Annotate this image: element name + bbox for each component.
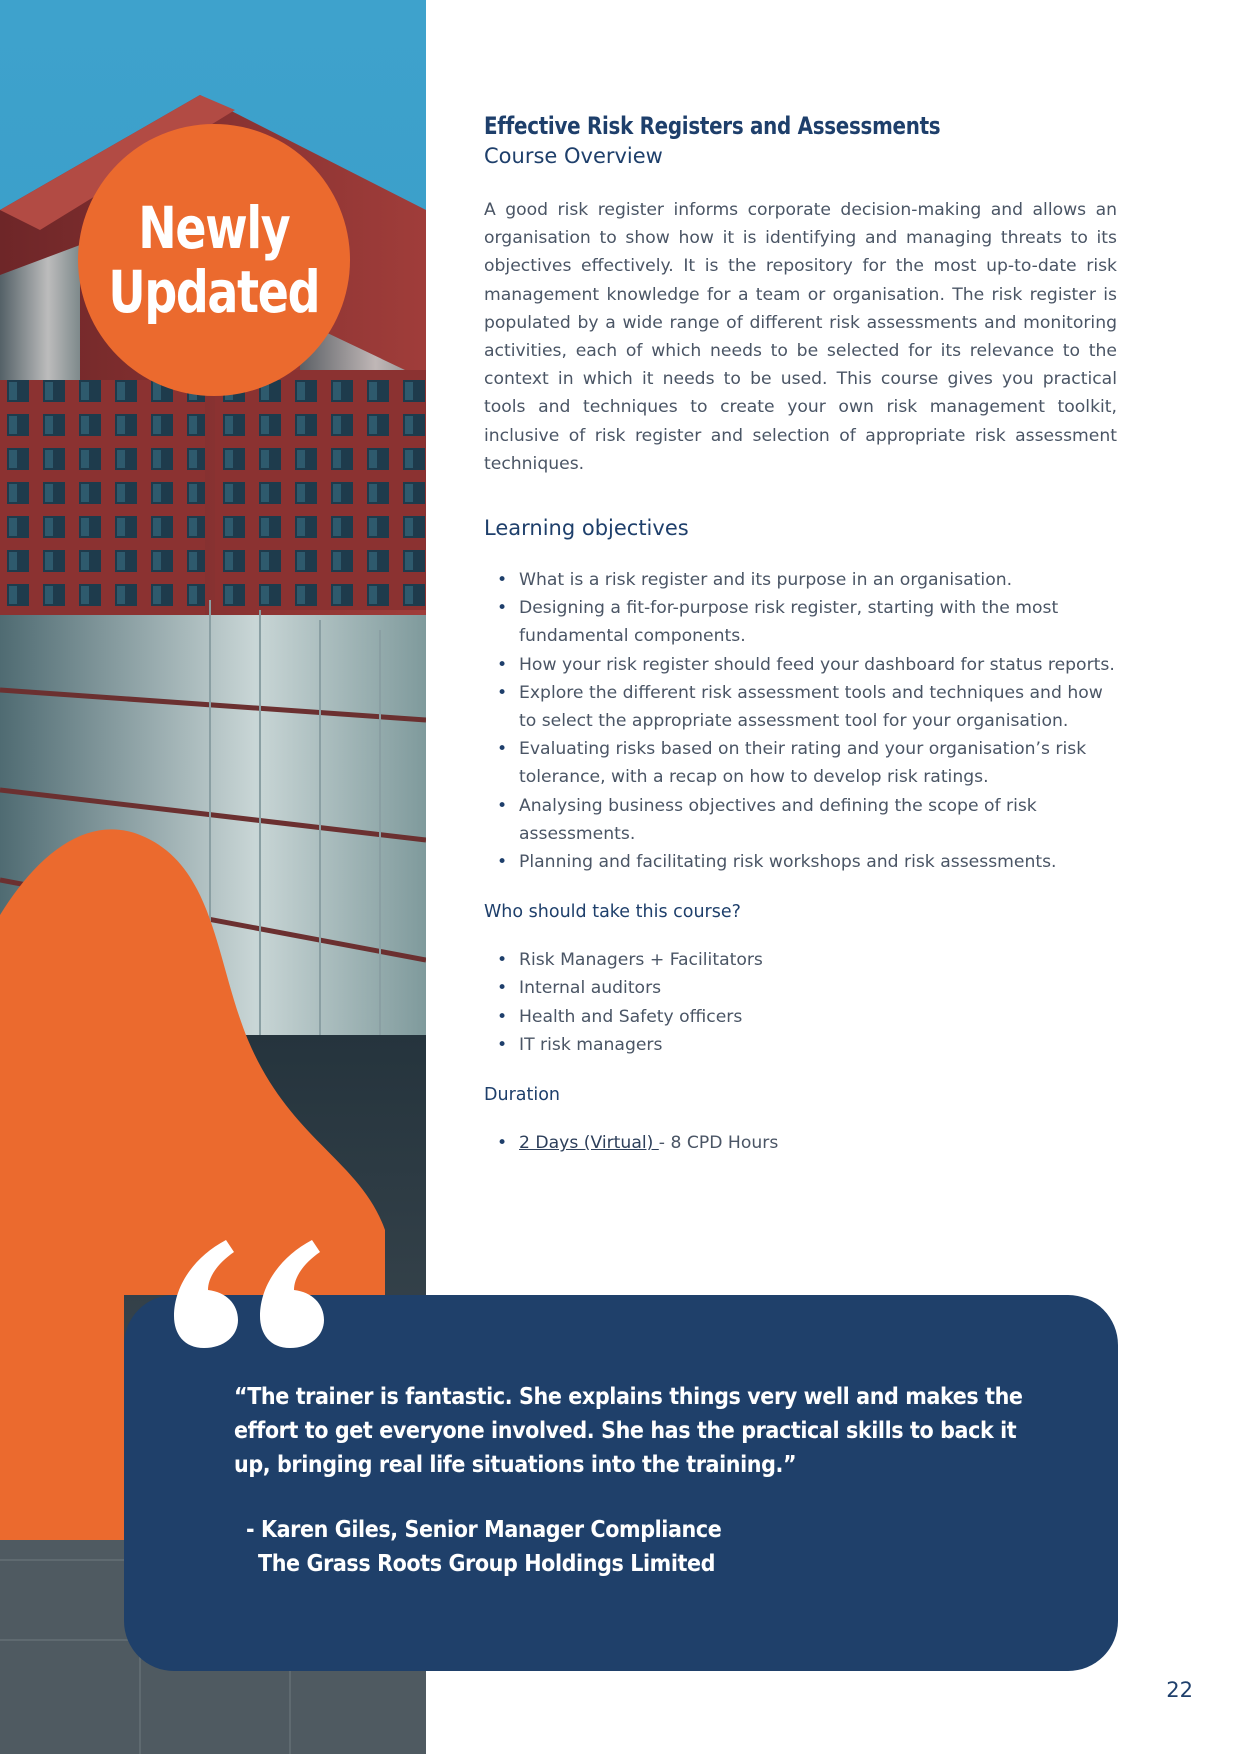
badge-line-1: Newly xyxy=(138,194,290,262)
badge-line-2: Updated xyxy=(108,258,320,326)
list-item: • Analysing business objectives and defining the scope of risk assessments. xyxy=(519,792,1117,848)
list-item: • What is a risk register and its purpose in an organisation. xyxy=(519,566,1117,594)
list-item: • Internal auditors xyxy=(519,974,1117,1002)
duration-list xyxy=(484,1129,1117,1157)
course-overview-text: A good risk register informs corporate decision-making and allows an organisation to show how it is identifying and managing threats to its objectives effectively. It is the repository for the most up-to-date risk management knowledge for a team or organisation. The risk register is populated by a wide range of different risk assessments and monitoring activities, each of which needs to be selected for its relevance to the context in which it needs to be used. This course gives you practical tools and techniques to create your own risk management toolkit, inclusive of risk register and selection of appropriate risk assessment techniques. xyxy=(484,200,1117,474)
learning-objectives-list xyxy=(484,566,1117,876)
course-content xyxy=(484,112,1117,1157)
list-item: • Risk Managers + Facilitators xyxy=(519,946,1117,974)
duration-heading: Duration xyxy=(484,1085,561,1106)
list-item: • Designing a fit-for-purpose risk register, starting with the most fundamental components. xyxy=(519,594,1117,650)
list-item: • IT risk managers xyxy=(519,1031,1117,1059)
page-number: 22 xyxy=(1166,1678,1193,1702)
list-item: • Health and Safety officers xyxy=(519,1003,1117,1031)
testimonial-author: - Karen Giles, Senior Manager Compliance xyxy=(246,1517,722,1543)
list-item: • Evaluating risks based on their rating and your organisation’s risk tolerance, with a recap on how to develop risk ratings. xyxy=(519,735,1117,791)
list-item: • Explore the different risk assessment tools and techniques and how to select the appropriate assessment tool for your organisation. xyxy=(519,679,1117,735)
course-subtitle: Course Overview xyxy=(484,144,663,168)
duration-link[interactable]: 2 Days (Virtual) xyxy=(519,1133,659,1154)
newly-updated-badge xyxy=(78,124,350,396)
list-item: • Planning and facilitating risk workshops and risk assessments. xyxy=(519,848,1117,876)
duration-hours: - 8 CPD Hours xyxy=(658,1133,779,1154)
audience-heading: Who should take this course? xyxy=(484,902,741,923)
course-title: Effective Risk Registers and Assessments xyxy=(484,112,941,140)
testimonial-attribution xyxy=(246,1513,946,1581)
testimonial-quote: “The trainer is fantastic. She explains things very well and makes the effort to get everyone involved. She has the practical skills to back it up, bringing real life situations into the training.” xyxy=(234,1384,1023,1478)
open-quote-icon xyxy=(170,1238,340,1348)
duration-item xyxy=(519,1129,1117,1157)
learning-objectives-heading: Learning objectives xyxy=(484,516,689,541)
testimonial-box xyxy=(124,1295,1118,1671)
list-item: • How your risk register should feed your dashboard for status reports. xyxy=(519,651,1117,679)
testimonial-company: The Grass Roots Group Holdings Limited xyxy=(258,1551,716,1577)
audience-list xyxy=(484,946,1117,1059)
